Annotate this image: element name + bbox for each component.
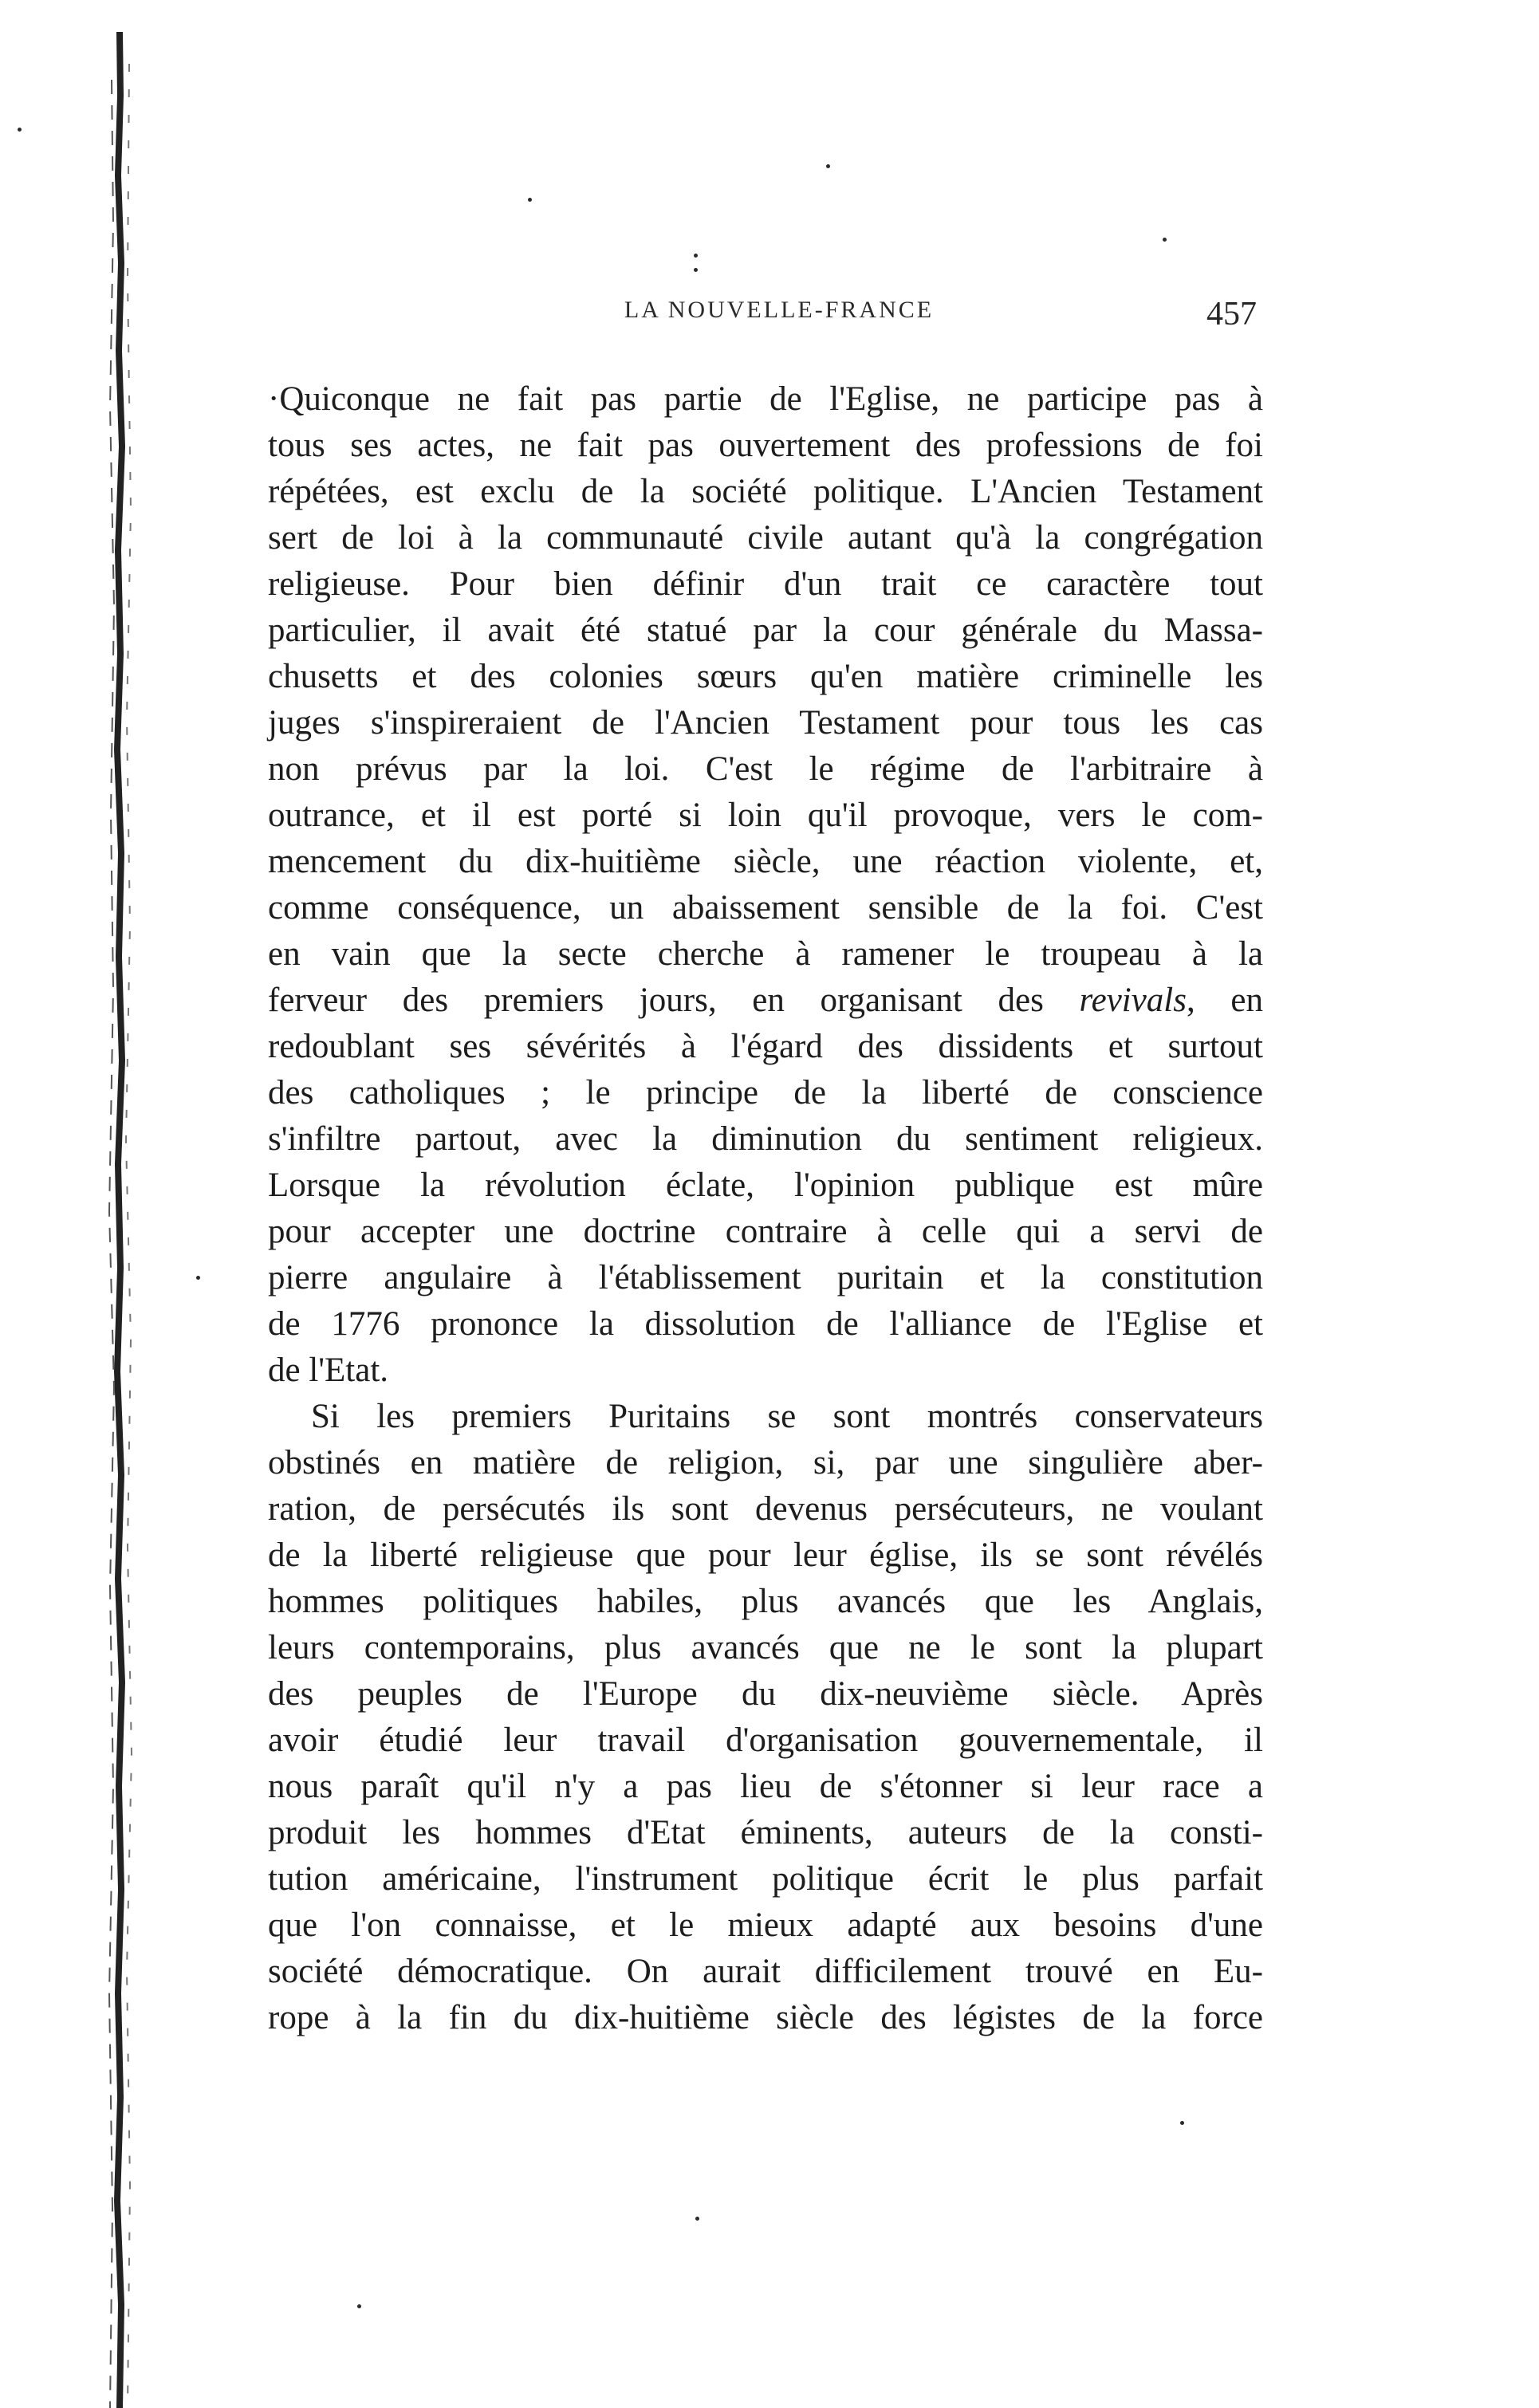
text-line: des peuples de l'Europe du dix-neuvième siècle. Après (268, 1675, 1263, 1713)
scan-speck (1163, 238, 1167, 242)
scan-speck (196, 1276, 200, 1280)
text-line: ·Quiconque ne fait pas partie de l'Eglise, ne participe pas à (268, 380, 1263, 418)
text-line: de 1776 prononce la dissolution de l'alliance de l'Eglise et (268, 1305, 1263, 1343)
scan-speck (695, 2217, 699, 2221)
page-header (268, 297, 1257, 344)
binding-edge (94, 32, 144, 2408)
text-line: produit les hommes d'Etat éminents, auteurs de la consti- (268, 1814, 1263, 1851)
text-line: en vain que la secte cherche à ramener le troupeau à la (268, 935, 1263, 973)
text-line: juges s'inspireraient de l'Ancien Testament pour tous les cas (268, 704, 1263, 742)
line-segment: ferveur des premiers jours, en organisant des (268, 982, 1080, 1019)
text-line: sert de loi à la communauté civile autant qu'à la congrégation (268, 519, 1263, 557)
text-line: outrance, et il est porté si loin qu'il provoque, vers le com- (268, 797, 1263, 834)
body-text (268, 376, 1263, 2107)
text-line: hommes politiques habiles, plus avancés que les Anglais, (268, 1583, 1263, 1620)
text-line: leurs contemporains, plus avancés que ne le sont la plupart (268, 1629, 1263, 1666)
italic-term: revivals (1079, 982, 1187, 1019)
text-line: des catholiques ; le principe de la liberté de conscience (268, 1074, 1263, 1112)
text-line: chusetts et des colonies sœurs qu'en matière criminelle les (268, 658, 1263, 695)
text-line: de l'Etat. (268, 1352, 389, 1389)
scan-speck (18, 128, 22, 132)
scan-speck (826, 164, 830, 168)
text-line: tution américaine, l'instrument politique écrit le plus parfait (268, 1860, 1263, 1898)
text-line: pierre angulaire à l'établissement puritain et la constitution (268, 1259, 1263, 1296)
text-line: s'infiltre partout, avec la diminution du sentiment religieux. (268, 1120, 1263, 1158)
text-line: Lorsque la révolution éclate, l'opinion publique est mûre (268, 1167, 1263, 1204)
text-line: religieuse. Pour bien définir d'un trait ce caractère tout (268, 565, 1263, 603)
running-title: LA NOUVELLE-FRANCE (624, 297, 935, 323)
text-line: que l'on connaisse, et le mieux adapté aux besoins d'une (268, 1906, 1263, 1944)
text-line: répétées, est exclu de la société politique. L'Ancien Testament (268, 473, 1263, 510)
text-line: avoir étudié leur travail d'organisation gouvernementale, il (268, 1721, 1263, 1759)
scan-speck (694, 254, 698, 258)
text-line: tous ses actes, ne fait pas ouvertement des professions de foi (268, 427, 1263, 464)
scan-speck (694, 268, 698, 272)
text-line: pour accepter une doctrine contraire à celle qui a servi de (268, 1213, 1263, 1250)
text-line: non prévus par la loi. C'est le régime de l'arbitraire à (268, 750, 1263, 788)
text-line: ration, de persécutés ils sont devenus persécuteurs, ne voulant (268, 1490, 1263, 1528)
page-number: 457 (1206, 296, 1257, 332)
text-line: Si les premiers Puritains se sont montrés conservateurs (311, 1398, 1263, 1435)
scan-speck (1180, 2121, 1184, 2125)
text-line: particulier, il avait été statué par la cour générale du Massa- (268, 612, 1263, 649)
scan-speck (528, 198, 532, 202)
text-line: obstinés en matière de religion, si, par une singulière aber- (268, 1444, 1263, 1481)
text-line: nous paraît qu'il n'y a pas lieu de s'étonner si leur race a (268, 1768, 1263, 1805)
text-line-with-italic (268, 978, 1263, 1024)
text-line: de la liberté religieuse que pour leur église, ils se sont révélés (268, 1536, 1263, 1574)
text-line: société démocratique. On aurait difficilement trouvé en Eu- (268, 1953, 1263, 1990)
text-line: redoublant ses sévérités à l'égard des dissidents et surtout (268, 1028, 1263, 1065)
text-line: mencement du dix-huitième siècle, une réaction violente, et, (268, 843, 1263, 880)
text-line: comme conséquence, un abaissement sensible de la foi. C'est (268, 889, 1263, 927)
line-segment: , en (1187, 982, 1263, 1019)
scan-speck (357, 2304, 361, 2308)
text-line: rope à la fin du dix-huitième siècle des légistes de la force (268, 1999, 1263, 2036)
